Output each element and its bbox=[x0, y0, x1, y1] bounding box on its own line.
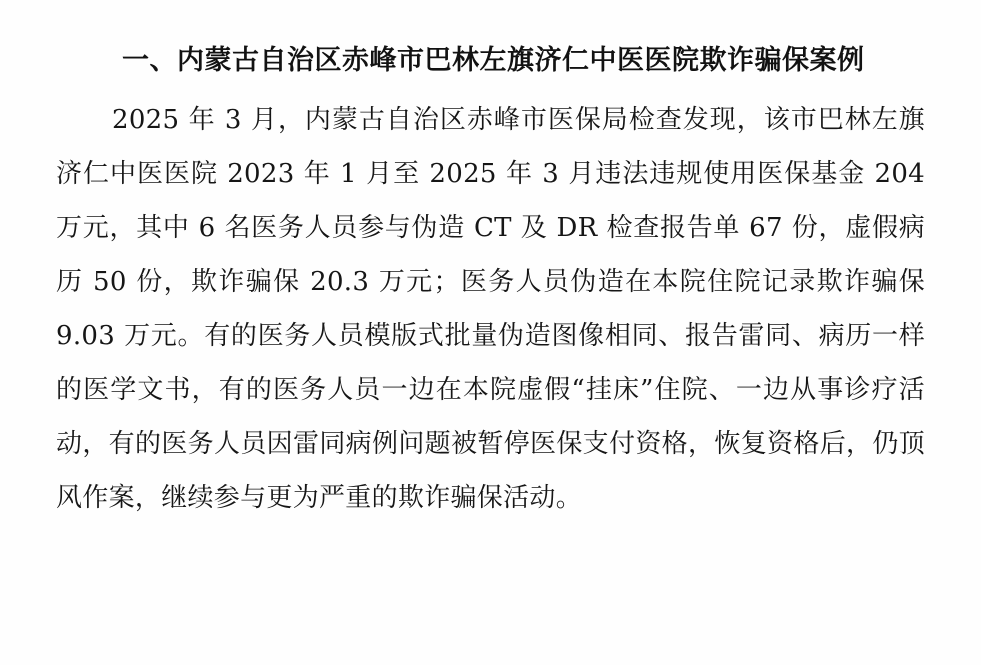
document-heading: 一、内蒙古自治区赤峰市巴林左旗济仁中医医院欺诈骗保案例 bbox=[122, 45, 865, 76]
document-paragraph-1: 2025 年 3 月，内蒙古自治区赤峰市医保局检查发现，该市巴林左旗济仁中医医院 2023 年 1 月至 2025 年 3 月违法违规使用医保基金 204 万元，其中 6 名医务人员参与伪造 CT 及 DR 检查报告单 67 份，虚假病历 50 份，欺诈骗保 20.3 万元；医务人员伪造在本院住院记录欺诈骗保 9.03 万元。有的医务人员模版式批量伪造图像相同、报告雷同、病历一样的医学文书，有的医务人员一边在本院虚假“挂床”住院、一边从事诊疗活动，有的医务人员因雷同病例问题被暂停医保支付资格，恢复资格后，仍顶风作案，继续参与更为严重的欺诈骗保活动。 bbox=[56, 105, 925, 513]
